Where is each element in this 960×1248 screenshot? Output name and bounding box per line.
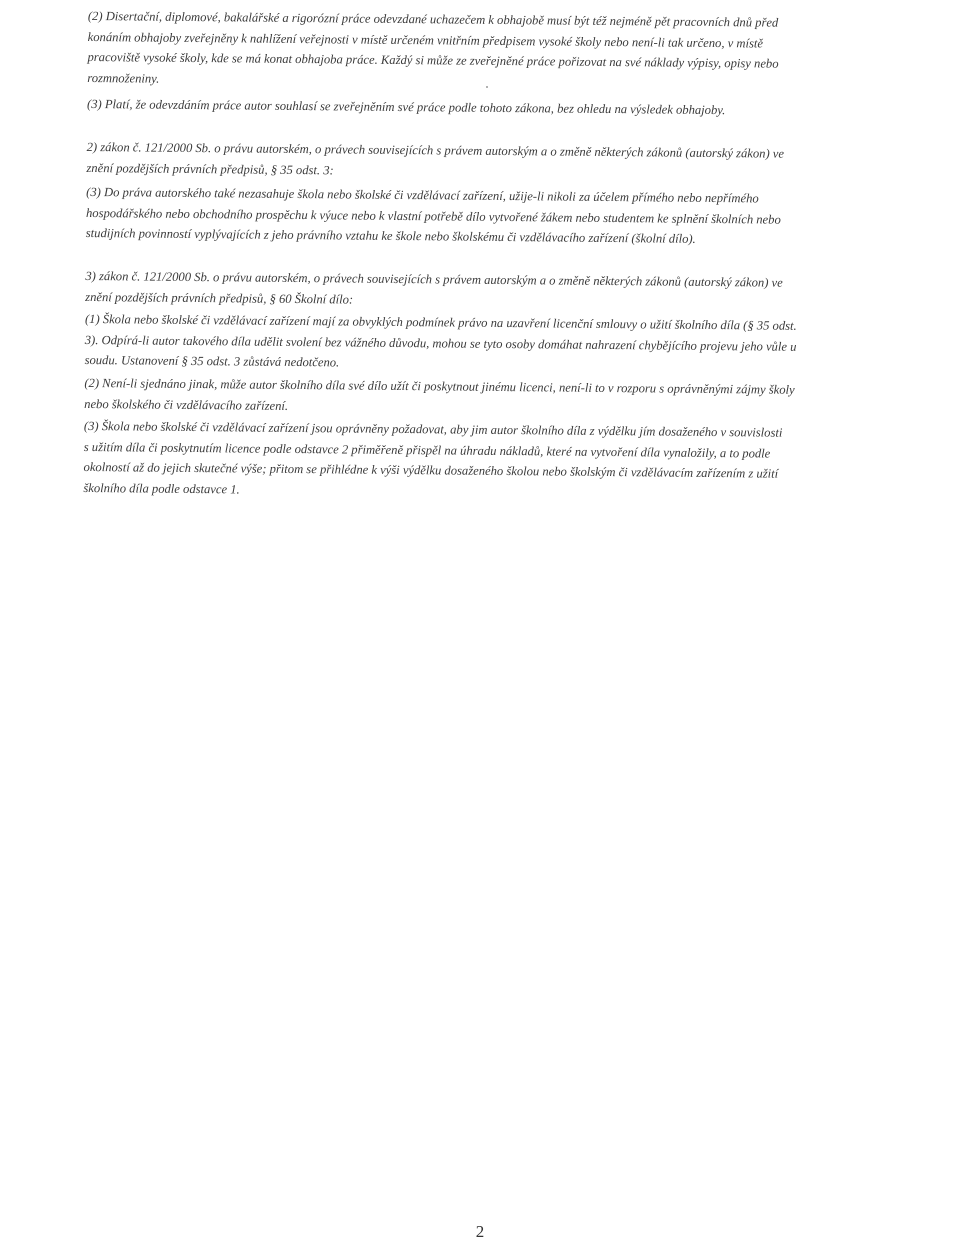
footnote-3-clause-1: (1) Škola nebo školské či vzdělávací zařízení mají za obvyklých podmínek právo na uzavření licenční smlouvy o užití školního díla (§ 35 odst. 3). Odpírá-li autor takového díla udělit svolení bez vážného důvodu, mohou se tyto osoby domáhat nahrazení chybějícího projevu jeho vůle u soudu. Ustanovení § 35 odst. 3 zůstává nedotčeno. xyxy=(84,312,797,370)
scan-speck xyxy=(486,86,488,88)
document-body xyxy=(83,6,880,506)
paragraph-publication-of-theses: (2) Disertační, diplomové, bakalářské a rigorózní práce odevzdané uchazečem k obhajobě musí být též nejméně pět pracovních dnů před konáním obhajoby zveřejněny k nahlížení veřejnosti v místě určeném vnitřním předpisem vysoké školy nebo není-li tak určeno, v místě pracoviště vysoké školy, kde se má konat obhajoba práce. Každý si může ze zveřejněné práce pořizovat na své náklady výpisy, opisy nebo rozmnoženiny. xyxy=(87,8,779,86)
paragraph-consent-to-publication: (3) Platí, že odevzdáním práce autor souhlasí se zveřejněním své práce podle tohoto zákona, bez ohledu na výsledek obhajoby. xyxy=(86,97,726,118)
footnote-3-clause-2: (2) Není-li sjednáno jinak, může autor školního díla své dílo užít či poskytnout jinému licenci, není-li to v rozporu s oprávněnými zájmy školy nebo školského či vzdělávacího zařízení. xyxy=(84,375,795,413)
footnote-2-text: (3) Do práva autorského také nezasahuje škola nebo školské či vzdělávací zařízení, užije-li nikoli za účelem přímého nebo nepřímého hospodářského nebo obchodního prospěchu k výuce nebo k vlastní potřebě dílo vytvořené žákem nebo studentem ke splnění školních nebo studijních povinností vyplývajících z jeho právního vztahu ke škole nebo školskému či vzdělávacího zařízení (školní dílo). xyxy=(85,185,781,247)
footnote-3-heading: 3) zákon č. 121/2000 Sb. o právu autorském, o právech souvisejících s právem autorským a o změně některých zákonů (autorský zákon) ve znění pozdějších právních předpisů, § 60 Školní dílo: xyxy=(85,268,783,307)
footnote-3-clause-3: (3) Škola nebo školské či vzdělávací zařízení jsou oprávněny požadovat, aby jim autor školního díla z výdělku jím dosaženého v souvislosti s užitím díla či poskytnutím licence podle odstavce 2 přiměřeně přispěl na úhradu nákladů, které na vytvoření díla vynaložily, a to podle okolností až do jejich skutečné výše; přitom se přihlédne k výši výdělku dosaženého školou nebo školským či vzdělávacím zařízením z užití školního díla podle odstavce 1. xyxy=(83,419,783,497)
page-number: 2 xyxy=(475,1222,485,1241)
footnote-2-heading: 2) zákon č. 121/2000 Sb. o právu autorském, o právech souvisejících s právem autorským a o změně některých zákonů (autorský zákon) ve znění pozdějších právních předpisů, § 35 odst. 3: xyxy=(86,139,785,177)
